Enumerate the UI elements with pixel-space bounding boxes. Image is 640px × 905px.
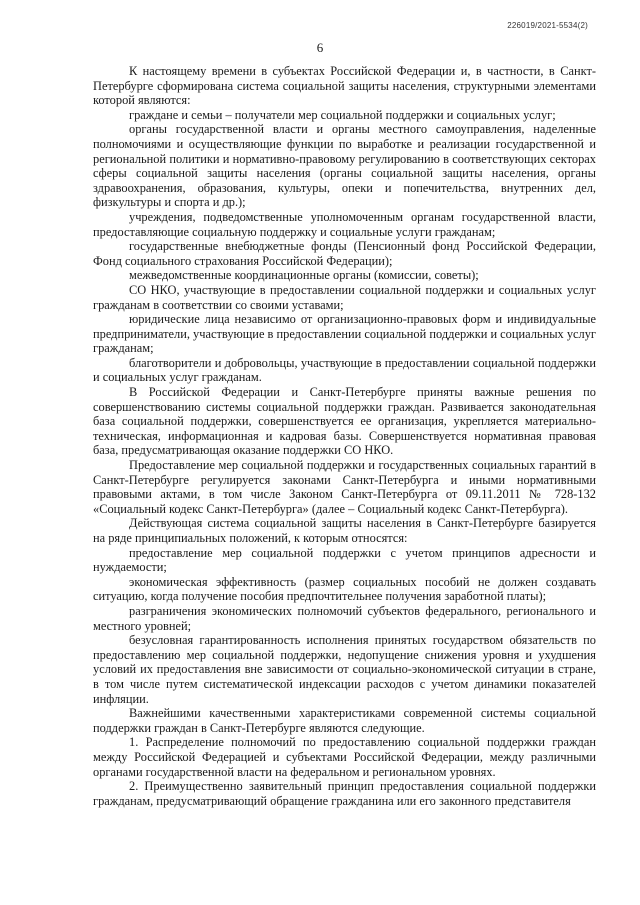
paragraph: Важнейшими качественными характеристиками современной системы социальной поддержки граждан в Санкт-Петербурге являются следующие.	[93, 706, 596, 735]
paragraph: государственные внебюджетные фонды (Пенсионный фонд Российской Федерации, Фонд социального страхования Российской Федерации);	[93, 239, 596, 268]
paragraph: разграничения экономических полномочий субъектов федерального, регионального и местного уровней;	[93, 603, 596, 633]
paragraph: учреждения, подведомственные уполномоченным органам государственной власти, предоставляющие социальную поддержку и социальные услуги гражданам;	[93, 209, 596, 239]
paragraph: граждане и семьи – получатели мер социальной поддержки и социальных услуг;	[129, 107, 556, 122]
paragraph: благотворители и добровольцы, участвующие в предоставлении социальной поддержки и социальных услуг гражданам.	[93, 355, 596, 385]
paragraph: К настоящему времени в субъектах Российской Федерации и, в частности, в Санкт-Петербурге сформирована система социальной защиты населения, структурными элементами которой являются:	[93, 64, 596, 108]
document-id: 226019/2021-5534(2)	[507, 21, 588, 30]
paragraph: межведомственные координационные органы (комиссии, советы);	[129, 268, 479, 283]
page-number: 6	[316, 40, 324, 55]
paragraph: органы государственной власти и органы местного самоуправления, наделенные полномочиями и осуществляющие функции по выработке и реализации государственной и региональной политики и нормативно-правовому регулированию в соответствующих секторах сферы социальной защиты населения (органы социальной защиты населения, органы здравоохранения, образования, культуры, опеки и попечительства, внутренних дел, физкультуры и спорта и др.);	[93, 122, 596, 210]
paragraph: юридические лица независимо от организационно-правовых форм и индивидуальные предприниматели, участвующие в предоставлении социальной поддержки и социальных услуг гражданам;	[93, 312, 596, 356]
body-text	[93, 64, 596, 808]
paragraph: Предоставление мер социальной поддержки и государственных социальных гарантий в Санкт-Петербурге регулируется законами Санкт-Петербурга и иными нормативными правовыми актами, в том числе Законом Санкт-Петербурга от 09.11.2011 № 728-132 «Социальный кодекс Санкт-Петербурга» (далее – Социальный кодекс Санкт-Петербурга).	[93, 458, 596, 516]
paragraph: предоставление мер социальной поддержки с учетом принципов адресности и нуждаемости;	[93, 545, 596, 575]
paragraph: В Российской Федерации и Санкт-Петербурге приняты важные решения по совершенствованию системы социальной поддержки граждан. Развивается законодательная база социальной поддержки, совершенствуется ее организация, укрепляется материально-техническая, информационная и кадровая базы. Совершенствуется нормативная правовая база, предусматривающая оказание поддержки СО НКО.	[93, 385, 596, 458]
paragraph: экономическая эффективность (размер социальных пособий не должен создавать ситуацию, когда получение пособия предпочтительнее получения заработной платы);	[93, 574, 596, 604]
paragraph: безусловная гарантированность исполнения принятых государством обязательств по предоставлению мер социальной поддержки, недопущение снижения уровня и ухудшения условий их предоставления вне зависимости от социально-экономической ситуации в стране, в том числе путем систематической индексации расходов с учетом динамики показателей инфляции.	[93, 633, 596, 706]
paragraph: Действующая система социальной защиты населения в Санкт-Петербурге базируется на ряде принципиальных положений, к которым относятся:	[93, 516, 596, 545]
paragraph: СО НКО, участвующие в предоставлении социальной поддержки и социальных услуг гражданам в соответствии со своими уставами;	[93, 282, 596, 312]
paragraph: 1. Распределение полномочий по предоставлению социальной поддержки граждан между Российской Федерацией и субъектами Российской Федерации, между различными органами государственной власти на федеральном и региональном уровнях.	[93, 735, 596, 779]
paragraph: 2. Преимущественно заявительный принцип предоставления социальной поддержки гражданам, предусматривающий обращение гражданина или его законного представителя	[93, 779, 596, 808]
